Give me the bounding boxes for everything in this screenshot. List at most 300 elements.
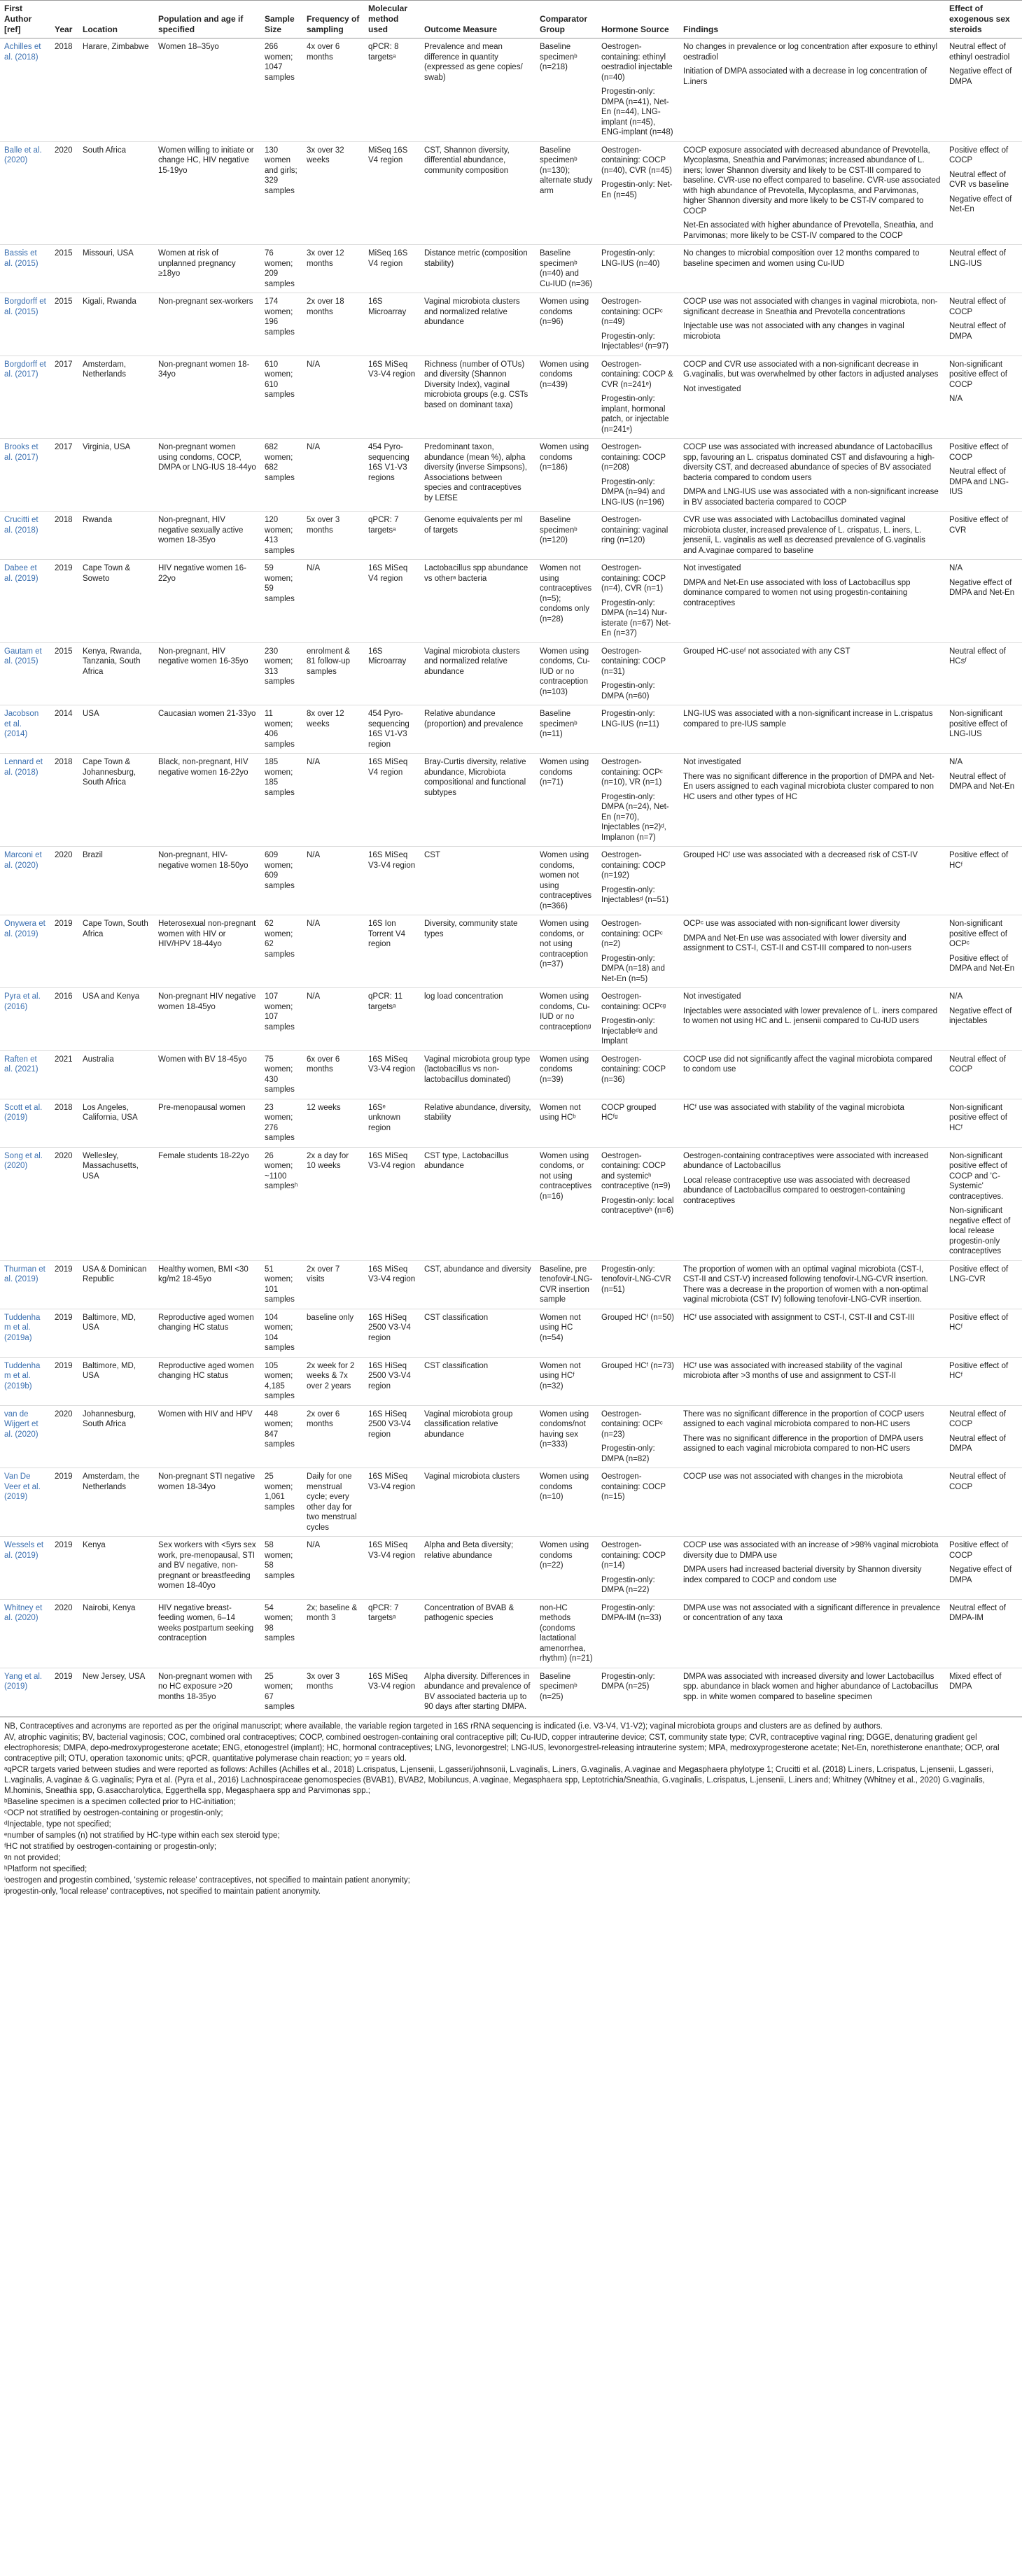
cell-hormone (597, 1468, 679, 1537)
cell-effect (945, 1357, 1022, 1405)
cell-location: USA & Dominican Republic (78, 1260, 154, 1309)
table-row (0, 1405, 1022, 1468)
cell-effect (945, 141, 1022, 245)
cell-population: Sex workers with <5yrs sex work, pre-menopausal, STI and BV negative, non-pregnant or breastfeeding women 18-40yo (154, 1537, 260, 1600)
cell-findings (679, 1099, 945, 1147)
effect-entry: Positive effect of COCP (949, 443, 1009, 462)
cell-findings (679, 356, 945, 439)
cell-hormone (597, 1537, 679, 1600)
cell-hormone (597, 1405, 679, 1468)
cell-method: 16S MiSeq V3-V4 region (364, 356, 420, 439)
hormone-entry: Progestin-only: DMPA (n=41), Net-En (n=44), LNG-implant (n=45), ENG-implant (n=48) (601, 87, 673, 136)
cell-sample: 62 women; 62 samples (260, 915, 302, 988)
table-row (0, 1357, 1022, 1405)
footnote: ᵃqPCR targets varied between studies and were reported as follows: Achilles (Achilles et al., 2018) L.crispatus, L.jensenii, L.gasseri/johnsonii, L.vaginalis, L.iners, G.vaginalis, A.vaginae and Megasphaera phylotype 1; Crucitti et al. (2018) L.iners, L.crispatus, L.jensenii, L.gasseri, L.vaginalis, A.vaginae & G.vaginalis; Pyra et al. (Pyra et al., 2016) Lachnospiraceae genomospecies (BVAB1), BVAB2, Mobiluncus, A.vaginae, Megasphaera spp, Leptotrichia/Sneathia, G.vaginalis, L.crispatus, L.jensenii, L.iners and; Whitney (Whitney et al., 2020) G.vaginalis, M.hominis, Sneathia spp, G.asaccharolytica, Eggerthella spp, Megasphaera spp and Parvimonas spp.; (4, 1765, 994, 1795)
cell-sample: 25 women; 1,061 samples (260, 1468, 302, 1537)
cell-outcome: Predominant taxon, abundance (mean %), alpha diversity (inverse Simpsons), Associations between species and contraceptives by LEfSE (420, 439, 536, 512)
cell-author: Thurman et al. (2019) (0, 1260, 50, 1309)
cell-outcome: CST, abundance and diversity (420, 1260, 536, 1309)
cell-comparator: Baseline specimenᵇ (n=25) (536, 1668, 597, 1716)
cell-method: 16S HiSeq 2500 V3-V4 region (364, 1309, 420, 1357)
hormone-entry: Oestrogen-containing: vaginal ring (n=120) (601, 516, 668, 544)
findings-entry: COCP use was not associated with changes in vaginal microbiota, non-significant decrease in Sneathia and Prevotella concentrations (683, 297, 938, 316)
cell-outcome: Alpha diversity. Differences in abundance and prevalence of BV associated bacteria up to 90 days after starting DMPA. (420, 1668, 536, 1716)
cell-method: 16S MiSeq V3-V4 region (364, 1668, 420, 1716)
cell-frequency: 2x a day for 10 weeks (302, 1147, 364, 1260)
cell-year: 2019 (50, 1537, 78, 1600)
cell-hormone (597, 1050, 679, 1099)
cell-sample: 104 women; 104 samples (260, 1309, 302, 1357)
cell-comparator: Women not using contraceptives (n=5); condoms only (n=28) (536, 560, 597, 643)
cell-outcome: Vaginal microbiota group classification relative abundance (420, 1405, 536, 1468)
hormone-entry: Progestin-only: LNG-IUS (n=40) (601, 249, 660, 268)
cell-frequency: 5x over 3 months (302, 512, 364, 560)
findings-entry: DMPA and Net-En use was associated with lower diversity and assignment to CST-I, CST-II and CST-III compared to non-users (683, 934, 911, 952)
cell-effect (945, 1537, 1022, 1600)
cell-author: Lennard et al. (2018) (0, 754, 50, 847)
cell-location: Amsterdam, Netherlands (78, 356, 154, 439)
cell-outcome: Genome equivalents per ml of targets (420, 512, 536, 560)
cell-sample: 11 women; 406 samples (260, 705, 302, 754)
cell-method: qPCR: 8 targetsᵃ (364, 38, 420, 142)
cell-location: Brazil (78, 847, 154, 915)
cell-year: 2019 (50, 1668, 78, 1716)
cell-comparator: Women using condoms, Cu-IUD or no contraception (n=103) (536, 642, 597, 705)
cell-sample: 107 women; 107 samples (260, 988, 302, 1051)
cell-hormone (597, 754, 679, 847)
hormone-entry: Oestrogen-containing: COCP (n=192) (601, 851, 666, 880)
cell-method: 16S MiSeq V4 region (364, 560, 420, 643)
cell-findings (679, 1260, 945, 1309)
cell-outcome: Vaginal microbiota clusters and normalized relative abundance (420, 642, 536, 705)
cell-year: 2015 (50, 293, 78, 356)
effect-entry: Neutral effect of CVR vs baseline (949, 170, 1009, 189)
footnote: ᶠHC not stratified by oestrogen-containing or progestin-only; (4, 1842, 217, 1851)
cell-comparator: Baseline specimenᵇ (n=40) and Cu-IUD (n=36) (536, 245, 597, 293)
cell-findings (679, 642, 945, 705)
hormone-entry: Progestin-only: DMPA (n=82) (601, 1444, 655, 1463)
cell-location: Cape Town, South Africa (78, 915, 154, 988)
cell-year: 2021 (50, 1050, 78, 1099)
cell-year: 2019 (50, 1309, 78, 1357)
cell-effect (945, 705, 1022, 754)
cell-frequency: N/A (302, 915, 364, 988)
cell-author: Dabee et al. (2019) (0, 560, 50, 643)
cell-population: HIV negative breast-feeding women, 6–14 weeks postpartum seeking contraception (154, 1599, 260, 1668)
cell-effect (945, 1099, 1022, 1147)
cell-effect (945, 38, 1022, 142)
table-row (0, 1668, 1022, 1716)
cell-hormone (597, 293, 679, 356)
cell-year: 2019 (50, 1357, 78, 1405)
cell-findings (679, 915, 945, 988)
cell-hormone (597, 512, 679, 560)
cell-effect (945, 293, 1022, 356)
cell-outcome: Vaginal microbiota clusters and normalized relative abundance (420, 293, 536, 356)
column-header: Year (50, 1, 78, 38)
cell-comparator: Women not using HCᵇ (536, 1099, 597, 1147)
cell-outcome: Prevalence and mean difference in quantity (expressed as gene copies/ swab) (420, 38, 536, 142)
cell-year: 2020 (50, 1147, 78, 1260)
cell-author: Van De Veer et al. (2019) (0, 1468, 50, 1537)
cell-frequency: 2x week for 2 weeks & 7x over 2 years (302, 1357, 364, 1405)
hormone-entry: Progestin-only: Injectablesᵈ (n=51) (601, 885, 669, 904)
hormone-entry: Oestrogen-containing: COCP and systemicʰ contraceptive (n=9) (601, 1151, 671, 1190)
cell-sample: 25 women; 67 samples (260, 1668, 302, 1716)
hormone-entry: Oestrogen-containing: OCPᶜ (n=49) (601, 297, 663, 326)
hormone-entry: Progestin-only: DMPA (n=18) and Net-En (n=5) (601, 954, 665, 983)
effect-entry: N/A (949, 395, 963, 403)
effect-entry: Positive effect of COCP (949, 1541, 1009, 1560)
cell-outcome: CST type, Lactobacillus abundance (420, 1147, 536, 1260)
effect-entry: Positive effect of CVR (949, 516, 1009, 535)
cell-method: 16S Ion Torrent V4 region (364, 915, 420, 988)
cell-comparator: Women using condoms (n=39) (536, 1050, 597, 1099)
cell-frequency: N/A (302, 754, 364, 847)
cell-year: 2019 (50, 1468, 78, 1537)
findings-entry: No changes in prevalence or log concentration after exposure to ethinyl oestradiol (683, 43, 938, 62)
cell-hormone (597, 1260, 679, 1309)
cell-population: Reproductive aged women changing HC status (154, 1309, 260, 1357)
cell-location: Kigali, Rwanda (78, 293, 154, 356)
cell-hormone (597, 1309, 679, 1357)
cell-outcome: Concentration of BVAB & pathogenic species (420, 1599, 536, 1668)
cell-sample: 682 women; 682 samples (260, 439, 302, 512)
table-row (0, 141, 1022, 245)
cell-author: Wessels et al. (2019) (0, 1537, 50, 1600)
cell-sample: 448 women; 847 samples (260, 1405, 302, 1468)
cell-comparator: Women using condoms (n=186) (536, 439, 597, 512)
cell-location: USA and Kenya (78, 988, 154, 1051)
cell-year: 2019 (50, 1260, 78, 1309)
findings-entry: Not investigated (683, 564, 741, 572)
hormone-entry: Oestrogen-containing: OCPᶜ (n=10), VR (n=1) (601, 758, 663, 787)
cell-outcome: Lactobacillus spp abundance vs otherᵃ bacteria (420, 560, 536, 643)
hormone-entry: Grouped HCᶠ (n=50) (601, 1313, 674, 1322)
cell-population: Women with BV 18-45yo (154, 1050, 260, 1099)
cell-location: Harare, Zimbabwe (78, 38, 154, 142)
cell-location: Los Angeles, California, USA (78, 1099, 154, 1147)
cell-findings (679, 1668, 945, 1716)
findings-entry: The proportion of women with an optimal vaginal microbiota (CST-I, CST-II and CST-V) increased following tenofovir-LNG-CVR insertion. There was a decrease in the proportion of women with a non-optimal vaginal microbiota (CST IV) following tenofovir-LNG-CVR insertion. (683, 1265, 928, 1304)
table-footnotes (0, 1717, 1022, 1897)
cell-year: 2016 (50, 988, 78, 1051)
cell-outcome: Relative abundance, diversity, stability (420, 1099, 536, 1147)
cell-sample: 51 women; 101 samples (260, 1260, 302, 1309)
findings-entry: CVR use was associated with Lactobacillus dominated vaginal microbiota cluster, increased prevalence of L. crispatus, L. iners, L. jensenii, L. vaginalis as well as decreased prevalence of G.vaginalis and A.vaginae compared to baseline (683, 516, 925, 555)
findings-entry: DMPA was associated with increased diversity and lower Lactobacillus spp. abundance in black women and higher abundance of Lactobacillus spp. in white women compared to baseline specimen (683, 1672, 939, 1701)
cell-comparator: Women not using HC (n=54) (536, 1309, 597, 1357)
cell-year: 2020 (50, 141, 78, 245)
cell-findings (679, 439, 945, 512)
cell-outcome: Richness (number of OTUs) and diversity (Shannon Diversity Index), vaginal microbiota groups (e.g. CSTs based on dominant taxa) (420, 356, 536, 439)
effect-entry: N/A (949, 564, 963, 572)
table-row (0, 1468, 1022, 1537)
hormone-entry: Oestrogen-containing: COCP (n=36) (601, 1055, 666, 1084)
cell-outcome: Bray-Curtis diversity, relative abundance, Microbiota compositional and functional subtypes (420, 754, 536, 847)
cell-frequency: 2x over 7 visits (302, 1260, 364, 1309)
cell-sample: 76 women; 209 samples (260, 245, 302, 293)
effect-entry: Positive effect of LNG-CVR (949, 1265, 1009, 1283)
hormone-entry: Oestrogen-containing: OCPᶜ (n=2) (601, 920, 663, 948)
cell-findings (679, 1309, 945, 1357)
footnote: ⁱoestrogen and progestin combined, 'systemic release' contraceptives, not specified to maintain patient anonymity; (4, 1875, 410, 1885)
cell-year: 2020 (50, 1599, 78, 1668)
cell-sample: 610 women; 610 samples (260, 356, 302, 439)
cell-frequency: 2x over 6 months (302, 1405, 364, 1468)
effect-entry: Neutral effect of DMPA (949, 322, 1006, 341)
effect-entry: N/A (949, 992, 963, 1001)
findings-entry: Local release contraceptive use was associated with decreased abundance of Lactobacillus compared to oestrogen-containing contraceptives (683, 1176, 911, 1205)
hormone-entry: Progestin-only: tenofovir-LNG-CVR (n=51) (601, 1265, 671, 1294)
cell-author: Balle et al. (2020) (0, 141, 50, 245)
cell-method: 16S Microarray (364, 642, 420, 705)
cell-effect (945, 356, 1022, 439)
table-row (0, 754, 1022, 847)
cell-hormone (597, 1147, 679, 1260)
cell-method: 16Sᵉ unknown region (364, 1099, 420, 1147)
hormone-entry: Progestin-only: DMPA (n=14) Nur-isterate (n=67) Net-En (n=37) (601, 598, 671, 638)
cell-population: Women at risk of unplanned pregnancy ≥18yo (154, 245, 260, 293)
cell-comparator: Women using condoms (n=71) (536, 754, 597, 847)
cell-hormone (597, 988, 679, 1051)
effect-entry: Positive effect of COCP (949, 146, 1009, 164)
cell-findings (679, 1599, 945, 1668)
cell-year: 2015 (50, 245, 78, 293)
cell-population: Non-pregnant HIV negative women 18-45yo (154, 988, 260, 1051)
column-header: Outcome Measure (420, 1, 536, 38)
cell-location: Nairobi, Kenya (78, 1599, 154, 1668)
cell-effect (945, 754, 1022, 847)
cell-method: 16S HiSeq 2500 V3-V4 region (364, 1357, 420, 1405)
table-row (0, 1309, 1022, 1357)
effect-entry: Negative effect of DMPA (949, 67, 1012, 86)
cell-author: Marconi et al. (2020) (0, 847, 50, 915)
cell-findings (679, 754, 945, 847)
cell-method: 16S MiSeq V3-V4 region (364, 847, 420, 915)
cell-location: Kenya, Rwanda, Tanzania, South Africa (78, 642, 154, 705)
cell-findings (679, 1050, 945, 1099)
hormone-entry: Progestin-only: Injectableᵈᵍ and Implant (601, 1017, 658, 1046)
cell-frequency: 3x over 3 months (302, 1668, 364, 1716)
cell-hormone (597, 642, 679, 705)
cell-population: Black, non-pregnant, HIV negative women 16-22yo (154, 754, 260, 847)
cell-author: Scott et al. (2019) (0, 1099, 50, 1147)
hormone-entry: Grouped HCᶠ (n=73) (601, 1361, 674, 1370)
cell-author: Tuddenham et al. (2019a) (0, 1309, 50, 1357)
cell-method: 16S MiSeq V3-V4 region (364, 1260, 420, 1309)
cell-method: 16S MiSeq V4 region (364, 754, 420, 847)
cell-hormone (597, 1357, 679, 1405)
cell-effect (945, 560, 1022, 643)
findings-entry: DMPA use was not associated with a significant difference in prevalence or concentration of any taxa (683, 1603, 941, 1622)
cell-author: Raften et al. (2021) (0, 1050, 50, 1099)
cell-location: Amsterdam, the Netherlands (78, 1468, 154, 1537)
table-row (0, 1050, 1022, 1099)
cell-sample: 58 women; 58 samples (260, 1537, 302, 1600)
cell-effect (945, 1309, 1022, 1357)
effect-entry: Positive effect of HCᶠ (949, 1313, 1009, 1332)
table-row (0, 1599, 1022, 1668)
cell-location: Wellesley, Massachusetts, USA (78, 1147, 154, 1260)
effect-entry: Positive effect of DMPA and Net-En (949, 954, 1015, 973)
cell-population: Women 18–35yo (154, 38, 260, 142)
cell-hormone (597, 38, 679, 142)
cell-comparator: Baseline specimenᵇ (n=120) (536, 512, 597, 560)
cell-comparator: Women not using HCᶠ (n=32) (536, 1357, 597, 1405)
effect-entry: Negative effect of DMPA (949, 1565, 1012, 1584)
cell-findings (679, 847, 945, 915)
cell-method: 454 Pyro-sequencing 16S V1-V3 region (364, 705, 420, 754)
cell-author: Bassis et al. (2015) (0, 245, 50, 293)
cell-hormone (597, 245, 679, 293)
cell-findings (679, 1147, 945, 1260)
cell-year: 2020 (50, 1405, 78, 1468)
cell-frequency: 6x over 6 months (302, 1050, 364, 1099)
cell-hormone (597, 141, 679, 245)
effect-entry: Neutral effect of COCP (949, 297, 1006, 316)
cell-population: Non-pregnant women with no HC exposure >20 months 18-35yo (154, 1668, 260, 1716)
cell-population: Heterosexual non-pregnant women with HIV or HIV/HPV 18-44yo (154, 915, 260, 988)
column-header: Findings (679, 1, 945, 38)
cell-author: Brooks et al. (2017) (0, 439, 50, 512)
cell-outcome: Diversity, community state types (420, 915, 536, 988)
cell-sample: 75 women; 430 samples (260, 1050, 302, 1099)
cell-findings (679, 293, 945, 356)
findings-entry: Not investigated (683, 992, 741, 1001)
effect-entry: Non-significant positive effect of OCPᶜ (949, 920, 1007, 948)
cell-findings (679, 1357, 945, 1405)
cell-outcome: CST classification (420, 1357, 536, 1405)
cell-author: Whitney et al. (2020) (0, 1599, 50, 1668)
findings-entry: DMPA and Net-En use associated with loss of Lactobacillus spp dominance compared to women not using progestin-containing contraceptives (683, 578, 911, 607)
cell-population: Women with HIV and HPV (154, 1405, 260, 1468)
cell-effect (945, 988, 1022, 1051)
cell-hormone (597, 560, 679, 643)
cell-location: New Jersey, USA (78, 1668, 154, 1716)
effect-entry: Neutral effect of DMPA (949, 1434, 1006, 1453)
cell-year: 2018 (50, 38, 78, 142)
cell-population: HIV negative women 16-22yo (154, 560, 260, 643)
effect-entry: Neutral effect of HCsᶠ (949, 647, 1006, 666)
cell-hormone (597, 847, 679, 915)
effect-entry: Neutral effect of LNG-IUS (949, 249, 1006, 268)
cell-sample: 174 women; 196 samples (260, 293, 302, 356)
cell-year: 2018 (50, 512, 78, 560)
column-header: Effect of exogenous sex steroids (945, 1, 1022, 38)
table-row (0, 1537, 1022, 1600)
effect-entry: Non-significant negative effect of local release progestin-only contraceptives (949, 1206, 1011, 1255)
column-header: Sample Size (260, 1, 302, 38)
cell-method: qPCR: 7 targetsᵃ (364, 512, 420, 560)
hormone-entry: Oestrogen-containing: COCP (n=208) (601, 443, 666, 472)
hormone-entry: COCP grouped HCᶠᵍ (601, 1103, 657, 1122)
table-row (0, 293, 1022, 356)
hormone-entry: Oestrogen-containing: COCP (n=31) (601, 647, 666, 676)
cell-population: Non-pregnant STI negative women 18-34yo (154, 1468, 260, 1537)
cell-population: Non-pregnant women using condoms, COCP, DMPA or LNG-IUS 18-44yo (154, 439, 260, 512)
cell-hormone (597, 1668, 679, 1716)
effect-entry: Neutral effect of ethinyl oestradiol (949, 43, 1010, 62)
cell-method: 16S MiSeq V3-V4 region (364, 1147, 420, 1260)
findings-entry: Grouped HCᶠ use was associated with a decreased risk of CST-IV (683, 851, 918, 859)
cell-location: Rwanda (78, 512, 154, 560)
effect-entry: Positive effect of HCᶠ (949, 1361, 1009, 1380)
effect-entry: Neutral effect of DMPA-IM (949, 1603, 1006, 1622)
column-header: First Author [ref] (0, 1, 50, 38)
cell-outcome: CST, Shannon diversity, differential abundance, community composition (420, 141, 536, 245)
cell-frequency: 2x over 18 months (302, 293, 364, 356)
cell-effect (945, 847, 1022, 915)
cell-frequency: 3x over 32 weeks (302, 141, 364, 245)
cell-sample: 26 women; ~1100 samplesʰ (260, 1147, 302, 1260)
findings-entry: DMPA and LNG-IUS use was associated with a non-significant increase in BV associated bacteria compared to COCP (683, 488, 939, 507)
hormone-entry: Oestrogen-containing: OCPᶜ (n=23) (601, 1409, 663, 1439)
cell-hormone (597, 705, 679, 754)
cell-findings (679, 1537, 945, 1600)
table-row (0, 847, 1022, 915)
findings-entry: Oestrogen-containing contraceptives were associated with increased abundance of Lactobacillus (683, 1151, 929, 1170)
cell-frequency: N/A (302, 356, 364, 439)
cell-method: qPCR: 11 targetsᵃ (364, 988, 420, 1051)
cell-population: Caucasian women 21-33yo (154, 705, 260, 754)
cell-population: Healthy women, BMI <30 kg/m2 18-45yo (154, 1260, 260, 1309)
table-row (0, 705, 1022, 754)
cell-outcome: Vaginal microbiota group type (lactobacillus vs non-lactobacillus dominated) (420, 1050, 536, 1099)
table-row (0, 245, 1022, 293)
hormone-entry: Oestrogen-containing: COCP (n=15) (601, 1472, 666, 1501)
effect-entry: Non-significant positive effect of COCP (949, 360, 1007, 389)
cell-frequency: N/A (302, 1537, 364, 1600)
findings-entry: HCᶠ use was associated with stability of the vaginal microbiota (683, 1103, 904, 1112)
footnote: ᵉnumber of samples (n) not stratified by HC-type within each sex steroid type; (4, 1831, 280, 1840)
cell-author: Pyra et al. (2016) (0, 988, 50, 1051)
cell-sample: 185 women; 185 samples (260, 754, 302, 847)
findings-entry: Grouped HC-useᶠ not associated with any CST (683, 647, 850, 656)
cell-location: Australia (78, 1050, 154, 1099)
cell-population: Non-pregnant, HIV negative women 16-35yo (154, 642, 260, 705)
cell-findings (679, 141, 945, 245)
cell-location: Kenya (78, 1537, 154, 1600)
footnote: ᵍn not provided; (4, 1853, 61, 1862)
cell-findings (679, 512, 945, 560)
cell-location: Missouri, USA (78, 245, 154, 293)
table-body (0, 38, 1022, 1717)
cell-method: qPCR: 7 targetsᵃ (364, 1599, 420, 1668)
cell-comparator: Baseline, pre tenofovir-LNG-CVR insertion sample (536, 1260, 597, 1309)
cell-frequency: Daily for one menstrual cycle; every other day for two menstrual cycles (302, 1468, 364, 1537)
cell-method: 16S MiSeq V3-V4 region (364, 1537, 420, 1600)
cell-author: Crucitti et al. (2018) (0, 512, 50, 560)
cell-method: 16S Microarray (364, 293, 420, 356)
cell-location: Cape Town & Johannesburg, South Africa (78, 754, 154, 847)
cell-year: 2017 (50, 356, 78, 439)
cell-effect (945, 1668, 1022, 1716)
table-row (0, 560, 1022, 643)
cell-effect (945, 1147, 1022, 1260)
cell-author: Tuddenham et al. (2019b) (0, 1357, 50, 1405)
effect-entry: Neutral effect of COCP (949, 1055, 1006, 1074)
findings-entry: Injectable use was not associated with any changes in vaginal microbiota (683, 322, 904, 341)
effect-entry: N/A (949, 758, 963, 766)
findings-entry: There was no significant difference in the proportion of DMPA users assigned to each vaginal microbiota compared to non-HC users (683, 1434, 923, 1453)
hormone-entry: Progestin-only: DMPA (n=22) (601, 1575, 655, 1594)
cell-comparator: Women using condoms (n=22) (536, 1537, 597, 1600)
cell-sample: 23 women; 276 samples (260, 1099, 302, 1147)
effect-entry: Neutral effect of DMPA and Net-En (949, 772, 1015, 791)
findings-entry: COCP and CVR use associated with a non-significant decrease in G.vaginalis, but was overwhelmed by other factors in adjusted analyses (683, 360, 939, 379)
footnote: ʲprogestin-only, 'local release' contraceptives, not specified to maintain patient anonymity. (4, 1887, 321, 1896)
